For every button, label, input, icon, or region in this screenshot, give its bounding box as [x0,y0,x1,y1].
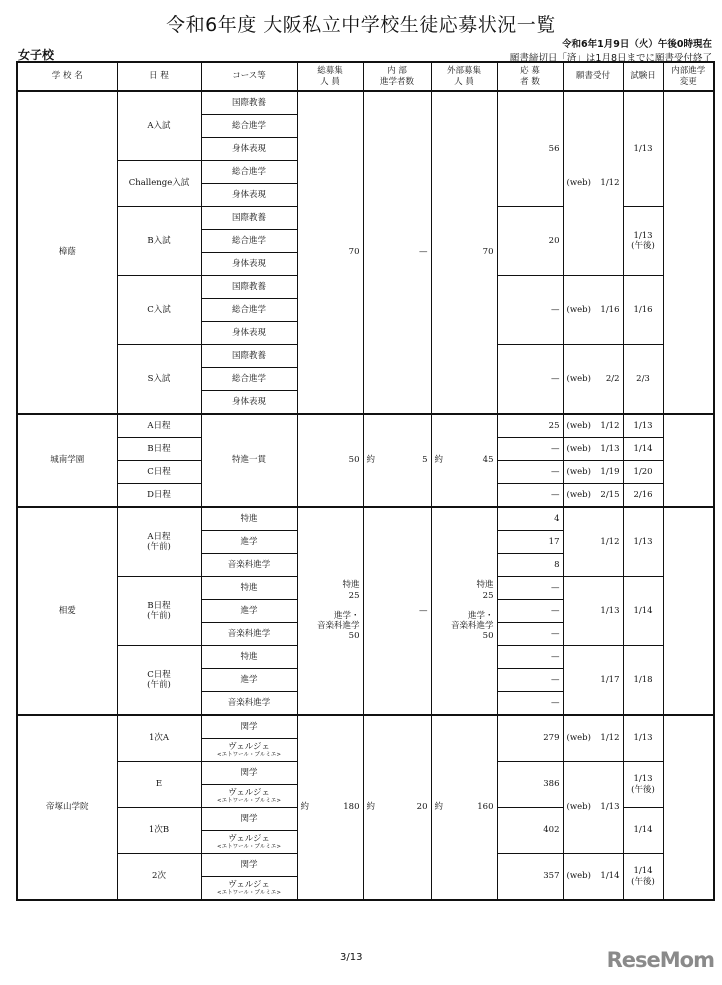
prefix: (web) [566,373,591,384]
header-total-quota: 総募集 人 員 [297,62,363,91]
course-cell: 国際教養 [201,91,297,115]
application-date-cell [563,715,623,762]
applicant-count-cell: 25 [497,414,563,438]
school-name-cell: 樟蔭 [17,91,117,414]
prefix: 約 [300,802,310,813]
deadline-note: 願書締切日「済」は1月8日までに願書受付終了 [509,53,712,64]
applicant-count-cell: — [497,577,563,600]
value: 1/12 [600,420,620,431]
external-quota-cell: 特進 25 進学・ 音楽科進学 50 [431,507,497,715]
course-cell: ヴェルジェ <エトワール・プルミエ> [201,785,297,808]
prefix: 約 [434,802,444,813]
header-internal: 内 部 進学者数 [363,62,431,91]
prefix: (web) [566,733,591,744]
schedule-cell: S入試 [117,345,201,415]
internal-count-cell: — [363,91,431,414]
value: 160 [477,802,494,813]
applicant-count-cell: 386 [497,762,563,808]
value: 180 [343,802,360,813]
prefix: (web) [566,802,591,813]
schedule-cell: C入試 [117,276,201,345]
applicant-count-cell: — [497,438,563,461]
value: 1/13 [600,802,620,813]
course-cell: 国際教養 [201,276,297,299]
internal-change-cell [663,414,714,507]
header-course: コース等 [201,62,297,91]
school-category: 女子校 [18,48,55,62]
external-quota-cell: 70 [431,91,497,414]
application-date-cell [563,762,623,854]
exam-date-cell: 1/13 [623,507,663,577]
schedule-cell: D日程 [117,484,201,508]
course-cell: 関学 [201,808,297,831]
course-cell: 総合進学 [201,368,297,391]
schedule-cell: A日程 [117,414,201,438]
prefix: (web) [566,466,591,477]
application-date-cell [563,345,623,415]
application-date-cell [563,461,623,484]
application-date-cell [563,414,623,438]
internal-change-cell [663,507,714,715]
value: 5 [422,455,428,466]
prefix: (web) [566,489,591,500]
header-schedule: 日 程 [117,62,201,91]
header-row [17,62,714,91]
total-quota-cell: 70 [297,91,363,414]
value: 1/12 [600,733,620,744]
application-date-cell [563,91,623,276]
applicant-count-cell: 8 [497,554,563,577]
school-name-cell: 帝塚山学院 [17,715,117,900]
internal-change-cell [663,715,714,900]
course-cell: 総合進学 [201,115,297,138]
course-cell: 総合進学 [201,161,297,184]
page-title: 令和6年度 大阪私立中学校生徒応募状況一覧 [166,14,556,36]
exam-date-cell: 1/13 (午後) [623,762,663,808]
application-date-cell [563,854,623,901]
applicant-count-cell: 357 [497,854,563,901]
course-subtitle: <エトワール・プルミエ> [217,843,281,850]
internal-count-cell [363,414,431,507]
header-internal-change: 内部進学 変更 [663,62,714,91]
applicant-count-cell: 402 [497,808,563,854]
schedule-cell: B日程 [117,438,201,461]
header-exam-date: 試験日 [623,62,663,91]
course-cell: 身体表現 [201,322,297,345]
applicant-count-cell: — [497,276,563,345]
value: 2/2 [605,373,620,384]
table-row [17,91,714,115]
prefix: (web) [566,420,591,431]
schedule-cell: Challenge入試 [117,161,201,207]
table-row [17,507,714,531]
value: 1/19 [600,466,620,477]
course-cell: 特進一貫 [201,414,297,507]
applicant-count-cell: — [497,646,563,669]
course-cell: 国際教養 [201,345,297,368]
exam-date-cell: 1/13 [623,414,663,438]
internal-count-cell [363,715,431,900]
course-cell: 総合進学 [201,299,297,322]
applicant-count-cell: — [497,623,563,646]
prefix: (web) [566,178,591,189]
table-row [17,414,714,438]
value: 2/15 [600,489,620,500]
course-cell: 身体表現 [201,184,297,207]
course-cell: 音楽科進学 [201,692,297,716]
course-cell: 音楽科進学 [201,554,297,577]
course-cell: 身体表現 [201,138,297,161]
external-quota-cell [431,715,497,900]
course-cell: ヴェルジェ <エトワール・プルミエ> [201,877,297,901]
prefix: 約 [434,455,444,466]
course-subtitle: <エトワール・プルミエ> [217,751,281,758]
exam-date-cell: 1/18 [623,646,663,716]
course-cell: ヴェルジェ <エトワール・プルミエ> [201,831,297,854]
prefix: (web) [566,871,591,882]
prefix: 約 [366,455,376,466]
course-cell: 身体表現 [201,391,297,415]
schedule-cell: B日程 (午前) [117,577,201,646]
prefix: (web) [566,304,591,315]
applicant-count-cell: 4 [497,507,563,531]
school-name-cell: 城南学園 [17,414,117,507]
course-cell: ヴェルジェ <エトワール・プルミエ> [201,739,297,762]
course-cell: 進学 [201,669,297,692]
applicant-count-cell: — [497,669,563,692]
application-date-cell [563,276,623,345]
exam-date-cell: 1/16 [623,276,663,345]
schedule-cell: 2次 [117,854,201,901]
schedule-cell: A日程 (午前) [117,507,201,577]
school-name-cell: 相愛 [17,507,117,715]
header-application: 願書受付 [563,62,623,91]
course-cell: 関学 [201,715,297,739]
application-date-cell: 1/12 [563,507,623,577]
as-of-date: 令和6年1月9日（火）午後0時現在 [562,39,712,50]
schedule-cell: 1次B [117,808,201,854]
applicant-count-cell: 20 [497,207,563,276]
exam-date-cell: 1/13 [623,91,663,207]
course-cell: 特進 [201,507,297,531]
applicant-count-cell: — [497,692,563,716]
header-external-quota: 外部募集 人 員 [431,62,497,91]
internal-change-cell [663,91,714,414]
application-status-table [16,61,715,901]
applicant-count-cell: — [497,600,563,623]
course-cell: 音楽科進学 [201,623,297,646]
exam-date-cell: 1/14 [623,808,663,854]
course-cell: 特進 [201,646,297,669]
exam-date-cell: 2/16 [623,484,663,508]
course-cell: 身体表現 [201,253,297,276]
total-quota-cell [297,715,363,900]
value: 1/14 [600,871,620,882]
application-date-cell [563,484,623,508]
total-quota-cell: 50 [297,414,363,507]
exam-date-cell: 1/14 [623,438,663,461]
application-date-cell: 1/13 [563,577,623,646]
total-quota-cell: 特進 25 進学・ 音楽科進学 50 [297,507,363,715]
exam-date-cell: 1/14 (午後) [623,854,663,901]
schedule-cell: B入試 [117,207,201,276]
applicant-count-cell: — [497,484,563,508]
course-cell: 進学 [201,600,297,623]
schedule-cell: 1次A [117,715,201,762]
exam-date-cell: 1/14 [623,577,663,646]
prefix: (web) [566,443,591,454]
application-date-cell [563,438,623,461]
value: 20 [416,802,428,813]
table-row [17,715,714,739]
course-cell: 関学 [201,854,297,877]
value: 1/13 [600,443,620,454]
exam-date-cell: 1/13 (午後) [623,207,663,276]
resemom-logo: ReseMom [606,948,714,972]
header-school: 学 校 名 [17,62,117,91]
page-number: 3/13 [340,952,363,963]
applicant-count-cell: — [497,345,563,415]
schedule-cell: C日程 [117,461,201,484]
value: 45 [482,455,494,466]
exam-date-cell: 1/20 [623,461,663,484]
applicant-count-cell: 279 [497,715,563,762]
course-cell: 総合進学 [201,230,297,253]
course-cell: 国際教養 [201,207,297,230]
schedule-cell: E [117,762,201,808]
course-cell: 進学 [201,531,297,554]
prefix: 約 [366,802,376,813]
header-applicants: 応 募 者 数 [497,62,563,91]
course-subtitle: <エトワール・プルミエ> [217,797,281,804]
value: 1/12 [600,178,620,189]
exam-date-cell: 1/13 [623,715,663,762]
exam-date-cell: 2/3 [623,345,663,415]
applicant-count-cell: 17 [497,531,563,554]
table-body [17,91,714,900]
course-cell: 関学 [201,762,297,785]
external-quota-cell [431,414,497,507]
schedule-cell: C日程 (午前) [117,646,201,716]
value: 1/16 [600,304,620,315]
applicant-count-cell: 56 [497,91,563,207]
schedule-cell: A入試 [117,91,201,161]
course-subtitle: <エトワール・プルミエ> [217,889,281,896]
applicant-count-cell: — [497,461,563,484]
application-date-cell: 1/17 [563,646,623,716]
course-cell: 特進 [201,577,297,600]
internal-count-cell: — [363,507,431,715]
